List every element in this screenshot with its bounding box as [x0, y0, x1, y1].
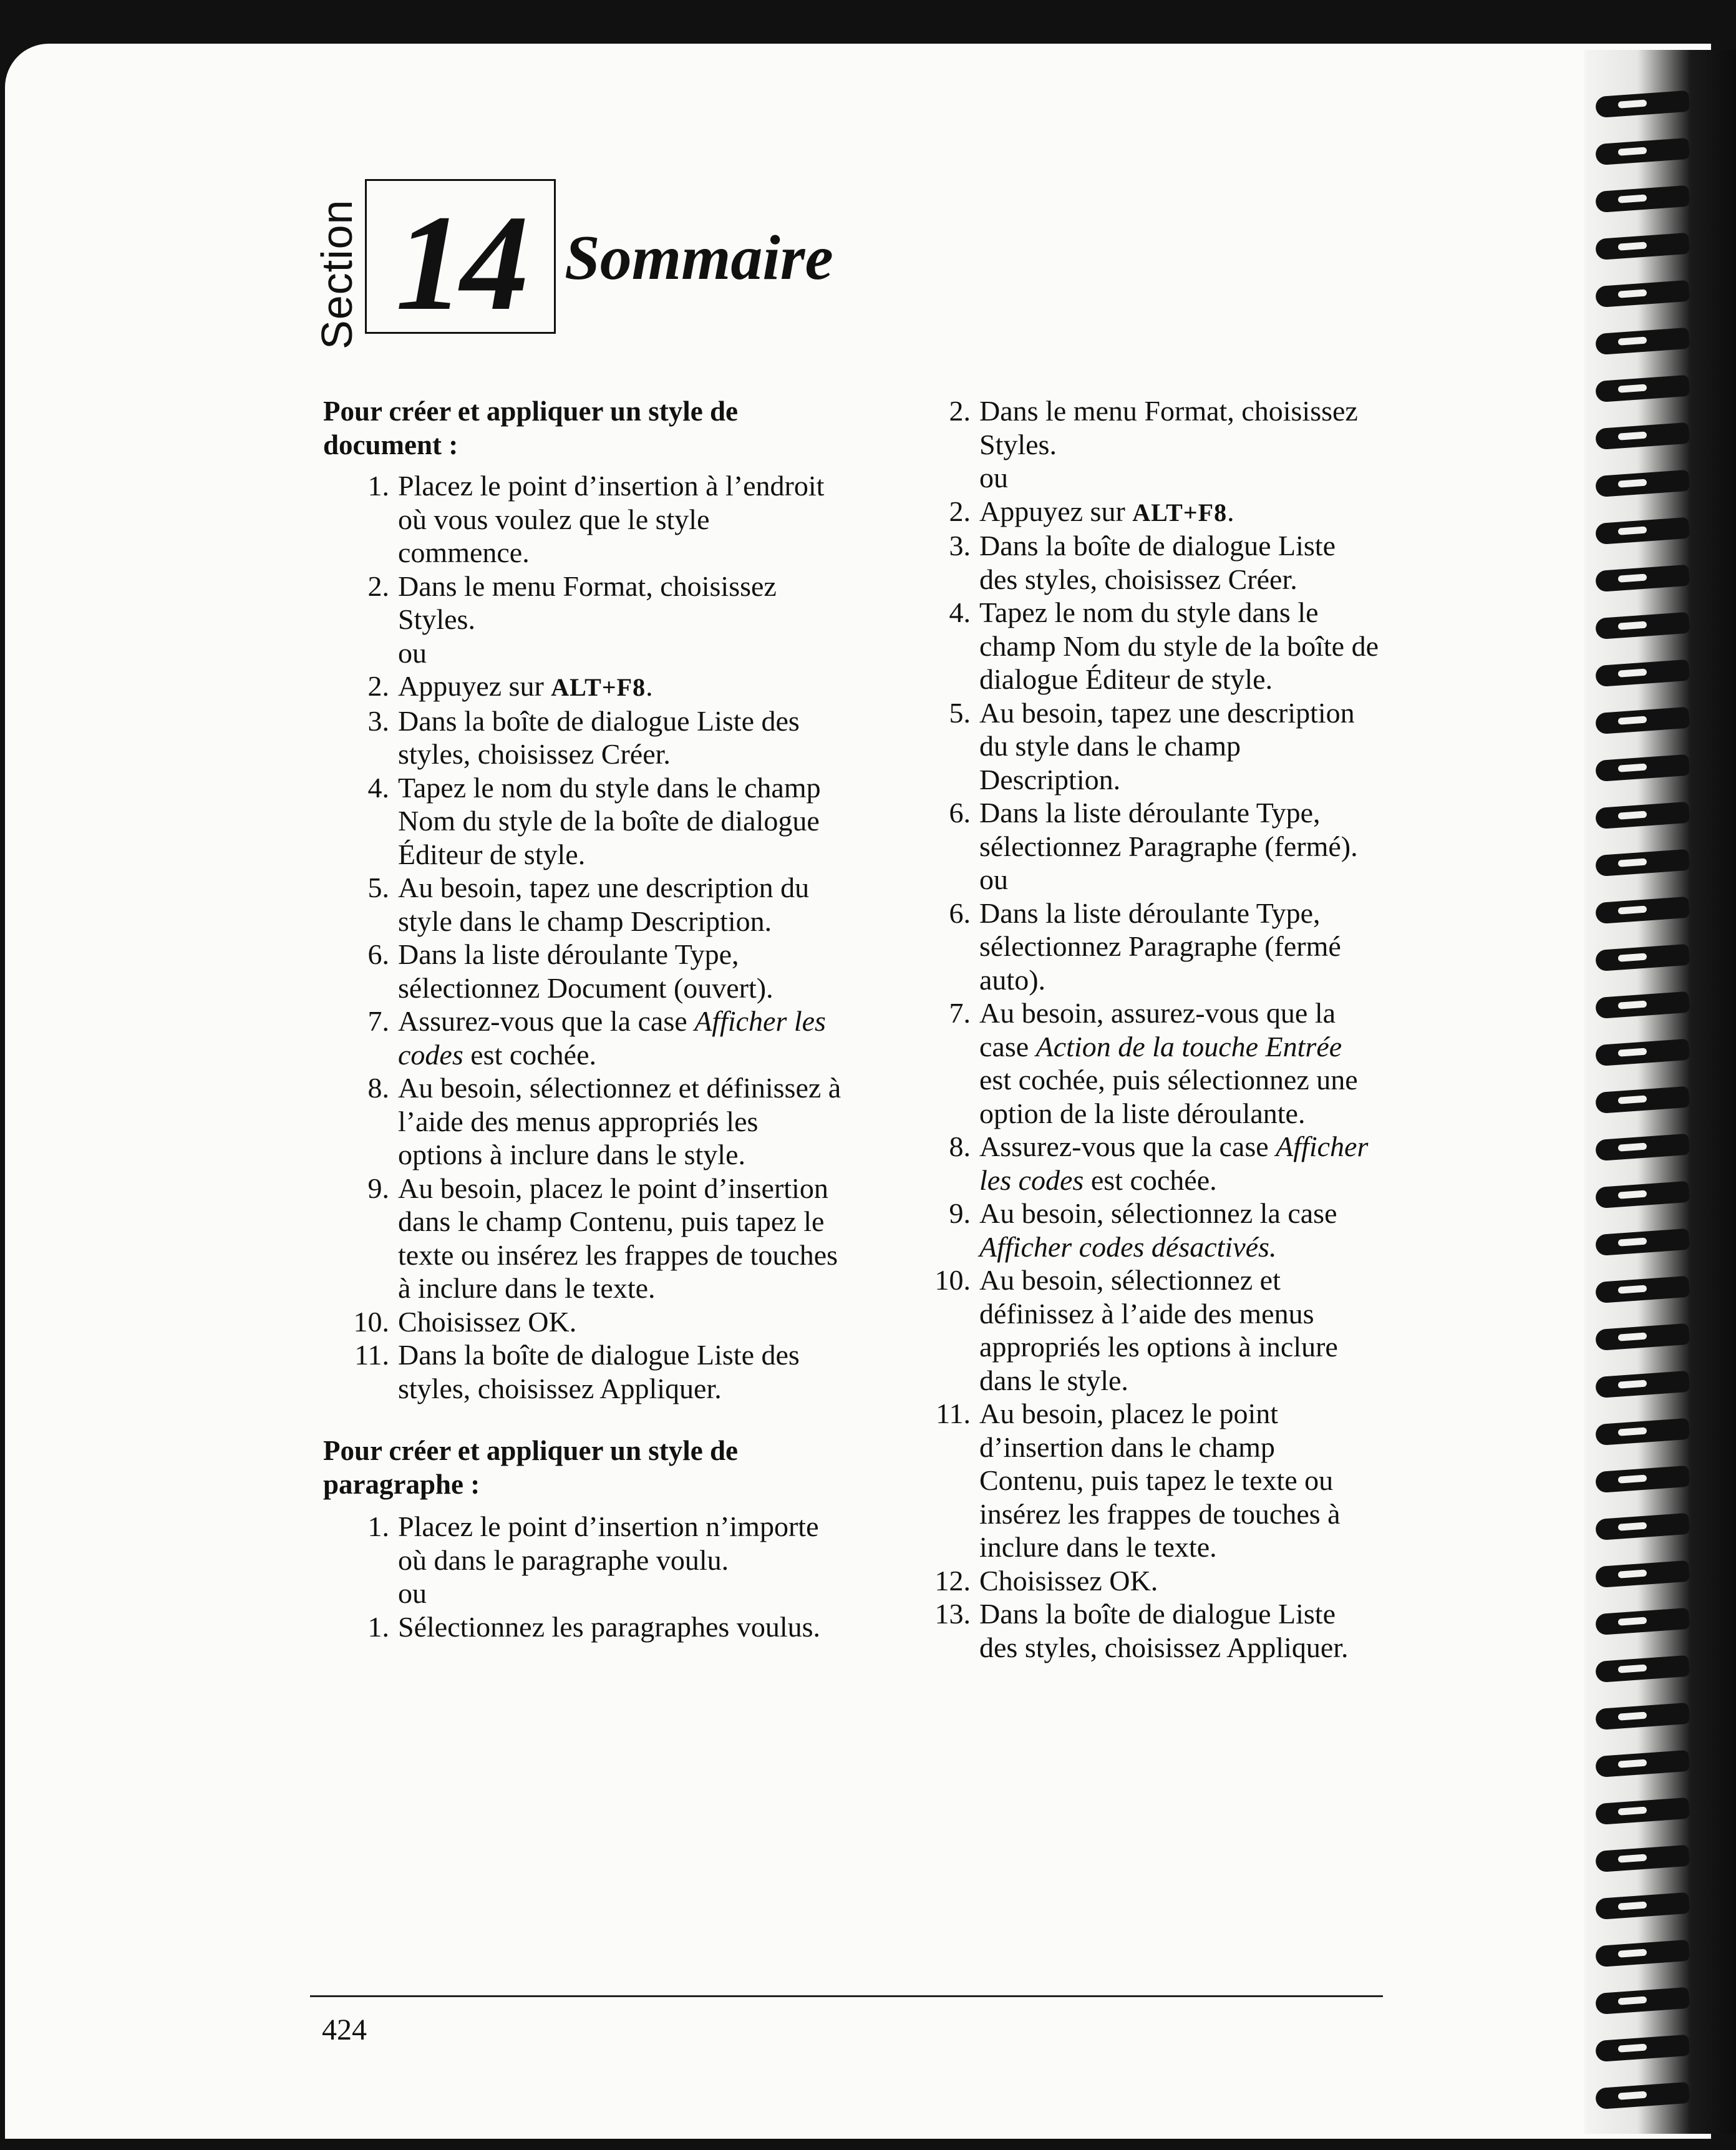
list-item: [323, 704, 847, 771]
section-label: Section: [313, 199, 361, 349]
binding-ring: [1595, 1797, 1690, 1825]
step-text-run: est cochée.: [1084, 1164, 1217, 1196]
step-number: 7.: [367, 1005, 389, 1037]
step-text: [979, 1263, 1379, 1397]
step-text: [979, 394, 1379, 461]
step-number: 5.: [367, 872, 389, 903]
list-item: [323, 669, 847, 704]
binding-ring: [1595, 1513, 1690, 1540]
list-item: [323, 570, 847, 636]
step-text: [398, 1510, 847, 1577]
step-text-run: Assurez-vous que la case: [398, 1005, 695, 1037]
list-item: [904, 495, 1379, 530]
list-item: [904, 394, 1379, 461]
option-name: Afficher les codes: [398, 1005, 826, 1071]
step-text-run: .: [646, 670, 653, 702]
step-number: 2.: [367, 570, 389, 602]
step-text: [398, 669, 847, 704]
step-text-run: Au besoin, tapez une description du style dans le champ Description.: [979, 696, 1355, 795]
list-item: [904, 897, 1379, 997]
step-text: [979, 529, 1379, 596]
step-number: 12.: [934, 1564, 971, 1597]
step-text-run: Tapez le nom du style dans le champ Nom du style de la boîte de dialogue Éditeur de style.: [398, 771, 821, 870]
list-item: [904, 529, 1379, 596]
list-item: [904, 996, 1379, 1130]
step-text: [979, 796, 1379, 863]
step-text-run: .: [1227, 495, 1234, 527]
step-number: 5.: [949, 696, 971, 729]
binding-ring: [1595, 1940, 1690, 1967]
list-item: [904, 1263, 1379, 1397]
list-item: [323, 469, 847, 570]
list-item: [323, 871, 847, 938]
step-text-run: Au besoin, placez le point d’insertion dans le champ Contenu, puis tapez le texte ou insérez les frappes de touches à inclure dans le texte.: [398, 1172, 838, 1304]
step-number: 8.: [949, 1131, 971, 1162]
list-item: [323, 938, 847, 1004]
binding-ring: [1595, 422, 1690, 450]
binding-ring: [1595, 1418, 1690, 1446]
procedure-heading-document: Pour créer et appliquer un style de document :: [323, 396, 738, 460]
spiral-binding: [1584, 50, 1736, 2134]
binding-ring: [1595, 1276, 1690, 1303]
step-text: [979, 596, 1379, 696]
left-column: [323, 394, 847, 1643]
step-number: 6.: [949, 797, 971, 829]
step-text: [398, 1305, 847, 1339]
alternative-marker: ou: [398, 1577, 427, 1609]
binding-ring: [1595, 754, 1690, 782]
step-text-run: Au besoin, assurez-vous que la case: [979, 997, 1336, 1063]
step-number: 3.: [949, 530, 971, 562]
step-text: [398, 704, 847, 771]
binding-ring: [1595, 1086, 1690, 1114]
step-text-run: Appuyez sur: [979, 495, 1133, 527]
list-item: [323, 1610, 847, 1644]
step-text-run: Dans la boîte de dialogue Liste des styles, choisissez Appliquer.: [398, 1339, 800, 1404]
step-text: [979, 1564, 1379, 1598]
list-item: [323, 1305, 847, 1339]
step-text-run: Dans la boîte de dialogue Liste des styles, choisissez Créer.: [398, 704, 800, 770]
list-item: [323, 1338, 847, 1405]
step-text-run: Choisissez OK.: [398, 1305, 577, 1338]
step-number: 10.: [353, 1305, 389, 1338]
list-item: [904, 1597, 1379, 1664]
binding-ring: [1595, 1608, 1690, 1635]
step-text: [398, 1071, 847, 1172]
step-number: 6.: [367, 938, 389, 970]
step-text: [398, 871, 847, 938]
step-text-run: Dans la boîte de dialogue Liste des styles, choisissez Appliquer.: [979, 1598, 1349, 1663]
option-name: Afficher les codes: [979, 1131, 1369, 1196]
step-text-run: Au besoin, sélectionnez et définissez à l’aide des menus appropriés les options à inclure dans le style.: [398, 1072, 841, 1170]
procedure-steps-paragraph-continued: [904, 394, 1379, 1664]
step-text: [979, 495, 1379, 530]
binding-ring: [1595, 1039, 1690, 1066]
step-number: 2.: [949, 495, 971, 527]
step-text: [979, 1397, 1379, 1564]
step-text: [979, 1597, 1379, 1664]
section-title: Sommaire: [565, 223, 833, 293]
list-item: [904, 1564, 1379, 1598]
step-text-run: Au besoin, sélectionnez la case: [979, 1197, 1337, 1229]
binding-ring: [1595, 565, 1690, 592]
step-number: 6.: [949, 897, 971, 929]
binding-ring: [1595, 2082, 1690, 2109]
step-text-run: Au besoin, placez le point d’insertion dans le champ Contenu, puis tapez le texte ou insérez les frappes de touches à inclure dans le texte.: [979, 1398, 1341, 1563]
option-name: Action de la touche Entrée: [1035, 1030, 1342, 1063]
page-number: 424: [322, 2013, 367, 2046]
step-text-run: Au besoin, sélectionnez et définissez à l’aide des menus appropriés les options à inclure dans le style.: [979, 1264, 1338, 1396]
binding-ring: [1595, 1134, 1690, 1161]
procedure-steps-document: [323, 469, 847, 1405]
list-item: [323, 1004, 847, 1071]
binding-ring: [1595, 1892, 1690, 1920]
step-text: [979, 897, 1379, 997]
list-item: [323, 771, 847, 872]
list-item: [904, 796, 1379, 863]
binding-ring: [1595, 612, 1690, 640]
binding-ring: [1595, 1750, 1690, 1778]
step-number: 7.: [949, 997, 971, 1029]
keyboard-shortcut: ALT+F8: [551, 673, 646, 701]
step-text-run: Assurez-vous que la case: [979, 1131, 1276, 1162]
binding-ring: [1595, 1371, 1690, 1398]
binding-ring: [1595, 517, 1690, 545]
step-text-run: Placez le point d’insertion n’importe où dans le paragraphe voulu.: [398, 1510, 819, 1576]
binding-ring: [1595, 328, 1690, 355]
binding-ring: [1595, 944, 1690, 971]
step-text-run: Choisissez OK.: [979, 1564, 1158, 1597]
section-number-box: [365, 179, 556, 339]
binding-ring: [1595, 1323, 1690, 1351]
step-number: 9.: [949, 1197, 971, 1229]
step-number: 9.: [367, 1172, 389, 1204]
option-name: Afficher codes désactivés.: [979, 1230, 1277, 1263]
step-text: [979, 996, 1379, 1130]
step-number: 2.: [367, 670, 389, 702]
binding-ring: [1595, 1987, 1690, 2015]
binding-ring: [1595, 1228, 1690, 1256]
step-number: 1.: [367, 1510, 389, 1542]
step-text-run: est cochée, puis sélectionnez une option de la liste déroulante.: [979, 1064, 1358, 1129]
binding-ring: [1595, 849, 1690, 877]
step-text: [398, 1172, 847, 1305]
binding-ring: [1595, 991, 1690, 1019]
procedure-heading-paragraph: Pour créer et appliquer un style de paragraphe :: [323, 1435, 738, 1500]
alternative-marker: ou: [979, 462, 1008, 494]
step-text-run: Appuyez sur: [398, 670, 551, 702]
binding-ring: [1595, 1560, 1690, 1588]
step-text-run: Au besoin, tapez une description du style dans le champ Description.: [398, 872, 810, 937]
document-page: [5, 44, 1711, 2139]
list-item: [323, 1510, 847, 1577]
procedure-steps-paragraph: [323, 1510, 847, 1643]
keyboard-shortcut: ALT+F8: [1132, 498, 1228, 527]
step-text: [979, 1197, 1379, 1263]
section-number: 14: [395, 186, 525, 339]
list-item: [904, 696, 1379, 797]
list-item: [323, 1071, 847, 1172]
binding-ring: [1595, 90, 1690, 118]
step-text: [979, 1130, 1379, 1197]
binding-ring: [1595, 1845, 1690, 1872]
list-item: [904, 1397, 1379, 1564]
step-number: 10.: [934, 1264, 971, 1296]
step-number: 4.: [949, 596, 971, 628]
list-item: [904, 1197, 1379, 1263]
binding-ring: [1595, 1466, 1690, 1493]
alternative-marker: ou: [979, 863, 1008, 895]
step-text-run: Dans la liste déroulante Type, sélectionnez Paragraphe (fermé auto).: [979, 897, 1341, 996]
step-text-run: Dans le menu Format, choisissez Styles.: [398, 570, 777, 635]
step-text-run: Dans la liste déroulante Type, sélectionnez Paragraphe (fermé).: [979, 797, 1358, 862]
binding-ring: [1595, 897, 1690, 924]
step-text: [979, 696, 1379, 797]
step-text: [398, 469, 847, 570]
step-text-run: Dans la boîte de dialogue Liste des styles, choisissez Créer.: [979, 530, 1336, 595]
binding-ring: [1595, 185, 1690, 213]
step-text: [398, 771, 847, 872]
step-text-run: Dans la liste déroulante Type, sélectionnez Document (ouvert).: [398, 938, 773, 1004]
binding-ring: [1595, 375, 1690, 402]
step-number: 2.: [949, 395, 971, 427]
binding-ring: [1595, 138, 1690, 165]
binding-ring: [1595, 802, 1690, 829]
binding-ring: [1595, 470, 1690, 497]
step-text: [398, 1338, 847, 1405]
right-column: [904, 394, 1379, 1664]
step-number: 4.: [367, 771, 389, 804]
binding-ring: [1595, 1655, 1690, 1683]
step-number: 3.: [367, 704, 389, 737]
binding-ring: [1595, 233, 1690, 260]
step-text-run: Placez le point d’insertion à l’endroit où vous voulez que le style commence.: [398, 470, 825, 568]
binding-ring: [1595, 1703, 1690, 1730]
step-text-run: Sélectionnez les paragraphes voulus.: [398, 1610, 820, 1643]
step-number: 1.: [367, 470, 389, 502]
alternative-marker: ou: [398, 636, 427, 669]
step-text-run: Tapez le nom du style dans le champ Nom du style de la boîte de dialogue Éditeur de style.: [979, 596, 1379, 695]
step-number: 13.: [934, 1598, 971, 1630]
binding-ring: [1595, 659, 1690, 687]
binding-ring: [1595, 2035, 1690, 2062]
binding-ring: [1595, 280, 1690, 308]
step-number: 8.: [367, 1072, 389, 1104]
step-text: [398, 1004, 847, 1071]
step-text-run: Dans le menu Format, choisissez Styles.: [979, 395, 1358, 460]
list-item: [323, 1172, 847, 1305]
step-text: [398, 1610, 847, 1644]
step-text: [398, 938, 847, 1004]
binding-ring: [1595, 707, 1690, 734]
step-text-run: est cochée.: [463, 1038, 597, 1071]
step-text: [398, 570, 847, 636]
step-number: 11.: [354, 1339, 389, 1371]
list-item: [904, 596, 1379, 696]
step-number: 11.: [936, 1398, 971, 1429]
footer-rule: [310, 1995, 1383, 1997]
step-number: 1.: [367, 1610, 389, 1643]
list-item: [904, 1130, 1379, 1197]
binding-ring: [1595, 1181, 1690, 1209]
